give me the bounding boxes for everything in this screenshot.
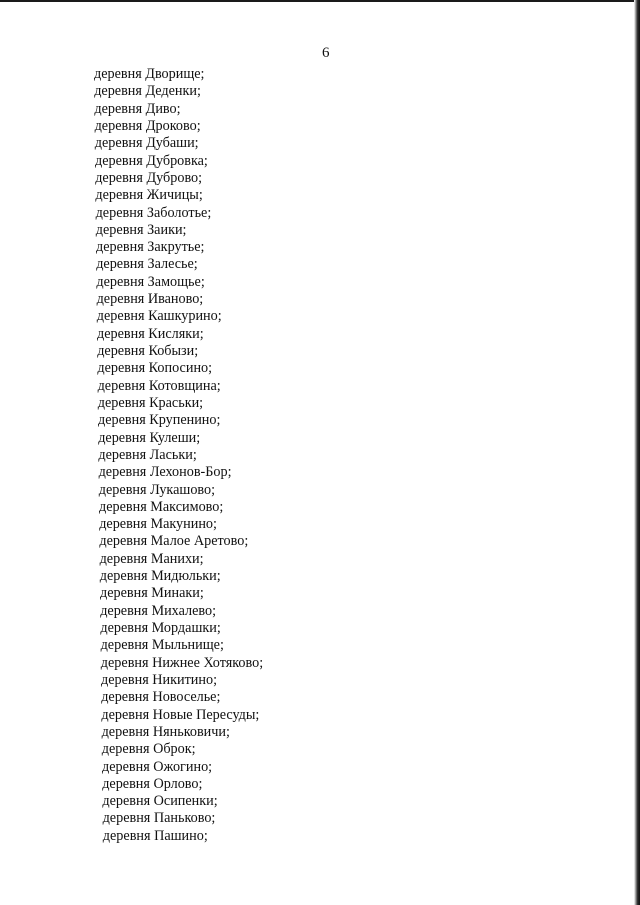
list-item: деревня Новые Пересуды; xyxy=(101,706,260,723)
list-item: деревня Закрутье; xyxy=(96,239,205,256)
list-item: деревня Мидюльки; xyxy=(99,568,221,585)
list-item: деревня Макунино; xyxy=(99,516,217,533)
list-item: деревня Лехонов-Бор; xyxy=(98,464,232,481)
list-item: деревня Минаки; xyxy=(100,585,204,602)
list-item: деревня Михалево; xyxy=(100,602,217,619)
list-item: деревня Максимово; xyxy=(99,498,224,515)
list-item: деревня Орлово; xyxy=(102,775,203,792)
list-item: деревня Оброк; xyxy=(101,741,196,758)
village-list xyxy=(94,66,263,845)
list-item: деревня Пашино; xyxy=(102,827,208,844)
list-item: деревня Крупенино; xyxy=(98,412,221,429)
page-number: 6 xyxy=(322,45,330,61)
list-item: деревня Паньково; xyxy=(102,810,216,827)
list-item: деревня Дуброво; xyxy=(95,169,203,186)
list-item: деревня Ожогино; xyxy=(102,758,213,775)
list-item: деревня Деденки; xyxy=(94,83,201,100)
list-item: деревня Залесье; xyxy=(96,256,198,273)
list-item: деревня Дроково; xyxy=(94,117,201,134)
list-item: деревня Манихи; xyxy=(99,550,204,567)
scan-edge-top xyxy=(0,0,640,2)
list-item: деревня Диво; xyxy=(94,100,181,117)
list-item: деревня Малое Аретово; xyxy=(99,533,249,550)
list-item: деревня Осипенки; xyxy=(102,793,218,810)
list-item: деревня Кобызи; xyxy=(97,343,199,359)
list-item: деревня Кисляки; xyxy=(97,325,204,342)
list-item: деревня Нижнее Хотяково; xyxy=(100,654,264,671)
list-item: деревня Никитино; xyxy=(101,671,218,688)
list-item: деревня Няньковичи; xyxy=(101,723,230,740)
list-item: деревня Кулеши; xyxy=(98,429,201,446)
list-item: деревня Мордашки; xyxy=(100,620,221,636)
list-item: деревня Замощье; xyxy=(96,273,205,290)
list-item: деревня Новоселье; xyxy=(101,689,221,706)
list-item: деревня Заболотье; xyxy=(95,204,212,221)
list-item: деревня Мыльнище; xyxy=(100,637,224,654)
list-item: деревня Дубаши; xyxy=(94,135,199,152)
list-item: деревня Ласьки; xyxy=(98,446,197,463)
list-item: деревня Лукашово; xyxy=(98,481,216,498)
scan-edge-right xyxy=(634,0,640,905)
list-item: деревня Котовщина; xyxy=(97,377,221,394)
list-item: деревня Жичицы; xyxy=(95,187,203,204)
list-item: деревня Дубровка; xyxy=(95,152,208,169)
list-item: деревня Дворище; xyxy=(94,66,205,82)
list-item: деревня Копосино; xyxy=(97,360,213,377)
list-item: деревня Краськи; xyxy=(97,394,204,411)
list-item: деревня Заики; xyxy=(95,221,187,238)
list-item: деревня Иваново; xyxy=(96,291,204,308)
list-item: деревня Кашкурино; xyxy=(96,308,222,325)
